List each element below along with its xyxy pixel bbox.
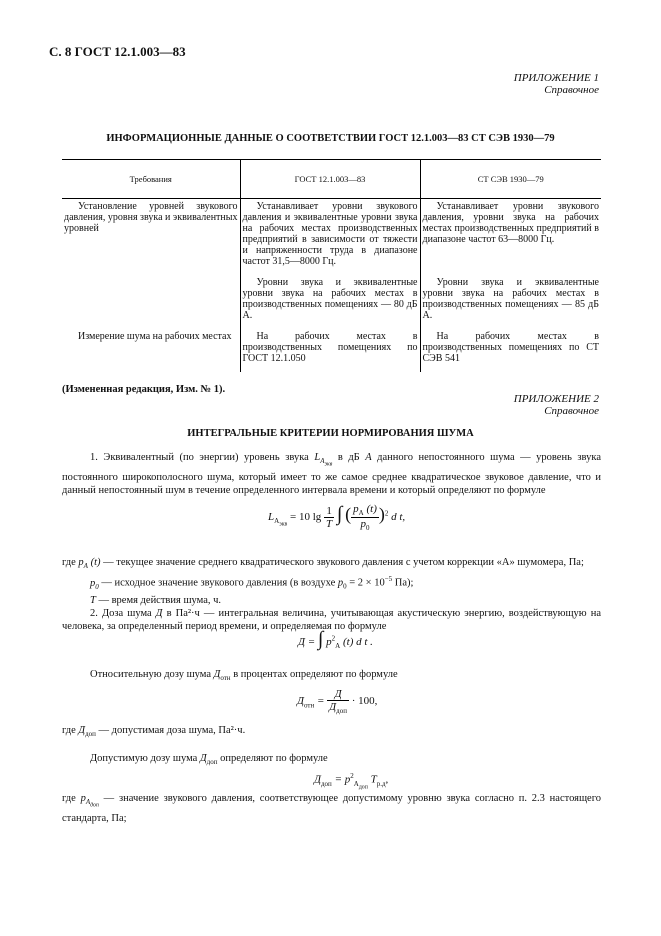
p1-text-a: 1. Эквивалентный (по энергии) уровень звука (90, 452, 315, 463)
where1-line3: — время действия шума, ч. (95, 594, 222, 606)
where1-line2-end: Па); (392, 577, 414, 589)
paragraph-3: Относительную дозу шума $Д_{отн}$ в процентах определяют по формуле (90, 669, 398, 683)
amendment-note: (Измененная редакция, Изм. № 1). (62, 384, 226, 395)
where-block-3: где $p_{A_{доп}}$ — значение звукового давления, соответствующее допустимому уровню звука согласно п. 2.3 настоящего стандарта, Па; (62, 793, 601, 825)
where2-line: — допустимая доза шума, Па²·ч. (95, 725, 246, 736)
p3-text-b: в процентах определяют по формуле (230, 669, 398, 680)
where3-line: — значение звукового давления, соответствующее допустимому уровню звука согласно п. 2.3 настоящего стандарта, Па; (62, 793, 601, 825)
paragraph-1: 1. Эквивалентный (по энергии) уровень звука $L_{A_{экв}}$ в дБ A данного непостоянного шума — уровень звука постоянного широкополосного шума, который имеет то же самое среднее квадратическое звуковое давление, что и данный непостоянный шум в течение определенного интервала времени и который определяют по формуле (62, 452, 601, 497)
page-header: С. 8 ГОСТ 12.1.003—83 (49, 44, 186, 59)
p2-text-a: 2. Доза шума (90, 607, 156, 619)
table-row (62, 329, 601, 372)
where-block-1: где $p_A$ (t) — текущее значение среднего квадратического звукового давления с учетом коррекции «А» шумомера, Па; $p_0$ — исходное значение звукового давления (в воздухе $p_0 = 2 \times 10^{-5}$ Па); T — время действия шума, ч. 2. Доза шума Д в Па²·ч — интегральная величина, учитывающая акустическую энергию, воздействующую на человека, за определенный период времени, и определяемая по формуле (62, 557, 601, 632)
section-title-2: ИНТЕГРАЛЬНЫЕ КРИТЕРИИ НОРМИРОВАНИЯ ШУМА (187, 428, 474, 439)
appendix-1-title: ПРИЛОЖЕНИЕ 1 (513, 72, 599, 84)
section-title-1: ИНФОРМАЦИОННЫЕ ДАННЫЕ О СООТВЕТСТВИИ ГОСТ 12.1.003—83 СТ СЭВ 1930—79 (106, 133, 555, 144)
where1-line2: — исходное значение звукового давления (в воздухе (98, 577, 338, 589)
appendix-2-label (514, 393, 599, 417)
appendix-2-title: ПРИЛОЖЕНИЕ 2 (513, 393, 599, 405)
appendix-1-subtitle: Справочное (544, 84, 599, 96)
table-cell: Установление уровней звукового давления, уровня звука и эквивалентных уровней (64, 201, 238, 234)
table-cell: На рабочих местах в производственных помещениях по СТ СЭВ 541 (422, 331, 599, 364)
table-row (62, 275, 601, 329)
table-cell: Уровни звука и эквивалентные уровни звука на рабочих местах в производственных помещениях — 85 дБ А. (422, 277, 599, 321)
formula-dose: Д = ∫ $p^2_A$ (t) d t . (298, 628, 373, 651)
table-cell: Устанавливает уровни звукового давления и эквивалентные уровни звука на рабочих местах производственных предприятий в зависимости от тяжести и напряженности труда в диапазоне частот 31,5—8000 Гц. (242, 201, 418, 267)
where-block-2: где $Д_{доп}$ — допустимая доза шума, Па²·ч. (62, 725, 246, 739)
where1-line1: — текущее значение среднего квадратического звукового давления с учетом коррекции «А» шумомера, Па; (100, 557, 584, 568)
table-cell: Измерение шума на рабочих местах (78, 331, 232, 342)
paragraph-4: Допустимую дозу шума $Д_{доп}$ определяют по формуле (90, 753, 328, 767)
p2-text-b: в Па²·ч — интегральная величина, учитывающая акустическую энергию, воздействующую на человека, за определенный период времени, и определяемая по формуле (62, 607, 601, 632)
column-header: ГОСТ 12.1.003—83 (240, 160, 420, 199)
p1-text-c: данного непостоянного шума — уровень звука постоянного широкополосного шума, который имеет то же самое среднее квадратическое звуковое давление, что и данный непостоянный шум в течение определенного интервала времени и который определяют по формуле (62, 452, 601, 497)
column-header: Требования (62, 160, 240, 199)
comparison-table (62, 159, 601, 372)
table-cell: Уровни звука и эквивалентные уровни звука на рабочих местах в производственных помещениях — 80 дБ А. (242, 277, 418, 321)
p4-text-b: определяют по формуле (217, 753, 328, 764)
formula-relative-dose: $Д_{отн}$ = $\frac{Д}{Д_{доп}}$ · 100, (297, 688, 378, 716)
table-row (62, 199, 601, 276)
formula-leq: $L_{A_{экв}} = 10$ lg $\frac{1}{T}$ ∫ ( $\frac{p_A (t)}{p_0}$ )$^2$ d t, (268, 503, 406, 533)
p4-text-a: Допустимую дозу шума (90, 753, 200, 764)
formula-permissible-dose: $Д_{доп} = p^2_{A_{доп}}$ $T_{р.д}$, (314, 772, 389, 791)
p3-text-a: Относительную дозу шума (90, 669, 214, 680)
appendix-2-subtitle: Справочное (544, 405, 599, 417)
table-cell: На рабочих местах в производственных помещениях по ГОСТ 12.1.050 (242, 331, 418, 364)
table-cell: Устанавливает уровни звукового давления, уровни звука на рабочих местах производственных предприятий в диапазоне частот 63—8000 Гц. (422, 201, 599, 245)
appendix-1-label (514, 72, 599, 96)
table-header-row (62, 160, 601, 199)
column-header: СТ СЭВ 1930—79 (420, 160, 601, 199)
p1-text-b: в дБ (332, 452, 366, 463)
